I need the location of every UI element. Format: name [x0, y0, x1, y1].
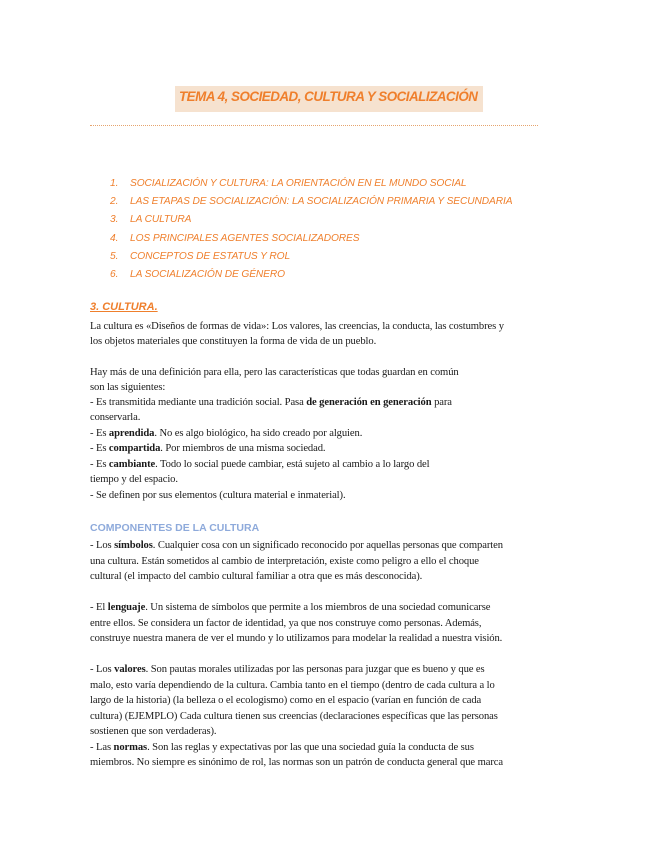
text-line	[90, 335, 376, 349]
bold-term: de generación en generación	[306, 397, 432, 408]
subheading-componentes: COMPONENTES DE LA CULTURA	[90, 522, 260, 534]
bold-term: aprendida	[108, 428, 155, 439]
text-run: sostienen que son verdaderas).	[90, 726, 217, 737]
text-line	[90, 320, 504, 334]
text-run: construye nuestra manera de ver el mundo y lo utilizamos para modelar la realidad a nuestra visión.	[90, 633, 503, 644]
text-line	[90, 741, 474, 755]
text-line	[90, 617, 481, 631]
text-run: Hay más de una definición para ella, pero las características que todas guardan en común	[90, 367, 459, 378]
text-run: - Los	[90, 540, 115, 551]
text-run: cultural (el impacto del cambio cultural familiar a otra que es más desconocida).	[90, 571, 423, 582]
text-run: . Todo lo social puede cambiar, está sujeto al cambio a lo largo del	[155, 459, 430, 470]
table-of-contents	[110, 175, 512, 284]
text-run: una cultura. Están sometidos al cambio de interpretación, existe como peligro a ello el choque	[90, 556, 479, 567]
text-line	[90, 539, 503, 553]
toc-item	[110, 175, 512, 193]
text-run: . Son las reglas y expectativas por las que una sociedad guía la conducta de sus	[147, 742, 474, 753]
text-run: - Es	[90, 428, 109, 439]
text-run: malo, esto varía dependiendo de la cultura. Cambia tanto en el tiempo (dentro de cada cultura a lo	[90, 680, 495, 691]
bold-term: lenguaje	[107, 602, 146, 613]
text-line	[90, 458, 429, 472]
text-line	[90, 756, 503, 770]
toc-item	[110, 211, 512, 229]
text-run: . Un sistema de símbolos que permite a los miembros de una sociedad comunicarse	[145, 602, 491, 613]
text-run: - Es transmitida mediante una tradición social. Pasa	[90, 397, 307, 408]
section-heading: 3. CULTURA.	[90, 301, 158, 313]
text-line	[90, 570, 422, 584]
bold-term: símbolos	[114, 540, 153, 551]
toc-item-label: SOCIALIZACIÓN Y CULTURA: LA ORIENTACIÓN EN EL MUNDO SOCIAL	[130, 178, 467, 189]
text-line	[90, 632, 502, 646]
toc-item-number: 5.	[110, 250, 119, 262]
text-run: largo de la historia) (la belleza o el ecologismo) como en el espacio (varían en función de cada	[90, 695, 482, 706]
toc-item	[110, 193, 512, 211]
toc-item	[110, 230, 512, 248]
text-run: entre ellos. Se considera un factor de identidad, ya que nos construye como personas. Además,	[90, 618, 482, 629]
text-run: . Son pautas morales utilizadas por las personas para juzgar que es bueno y que es	[145, 664, 485, 675]
text-run: . No es algo biológico, ha sido creado por alguien.	[154, 428, 363, 439]
text-line	[90, 411, 140, 425]
toc-item	[110, 266, 512, 284]
bold-term: normas	[113, 742, 148, 753]
text-run: miembros. No siempre es sinónimo de rol, las normas son un patrón de conducta general que marca	[90, 757, 503, 768]
text-line	[90, 366, 459, 380]
text-run: tiempo y del espacio.	[90, 474, 178, 485]
bold-term: compartida	[108, 443, 161, 454]
title-divider	[90, 125, 538, 126]
text-run: los objetos materiales que constituyen la forma de vida de un pueblo.	[90, 336, 377, 347]
text-line	[90, 396, 452, 410]
text-run: La cultura es «Diseños de formas de vida»: Los valores, las creencias, la conducta, las costumbres y	[90, 321, 504, 332]
text-run: . Cualquier cosa con un significado reconocido por aquellas personas que comparten	[152, 540, 503, 551]
toc-item-label: LAS ETAPAS DE SOCIALIZACIÓN: LA SOCIALIZACIÓN PRIMARIA Y SECUNDARIA	[130, 196, 513, 208]
toc-item-number: 1.	[110, 178, 119, 189]
text-line	[90, 694, 481, 708]
text-line	[90, 442, 325, 456]
text-line	[90, 710, 498, 724]
text-line	[90, 427, 362, 441]
toc-item-label: LA CULTURA	[130, 214, 192, 226]
text-run: - El	[90, 602, 108, 613]
text-line	[90, 489, 346, 503]
toc-item-number: 6.	[110, 268, 119, 280]
text-run: cultura) (EJEMPLO) Cada cultura tienen sus creencias (declaraciones específicas que las personas	[90, 711, 498, 722]
toc-item-number: 3.	[110, 214, 119, 226]
text-run: - Es	[90, 459, 109, 470]
text-line	[90, 601, 490, 615]
toc-item-label: LA SOCIALIZACIÓN DE GÉNERO	[130, 268, 285, 280]
bold-term: valores	[114, 664, 146, 675]
text-run: - Se definen por sus elementos (cultura material e inmaterial).	[90, 490, 346, 501]
toc-item-label: LOS PRINCIPALES AGENTES SOCIALIZADORES	[130, 232, 360, 244]
text-line	[90, 555, 479, 569]
toc-item-number: 2.	[110, 196, 119, 208]
toc-item-label: CONCEPTOS DE ESTATUS Y ROL	[130, 250, 291, 262]
text-run: . Por miembros de una misma sociedad.	[160, 443, 326, 454]
text-line	[90, 473, 178, 487]
text-run: - Es	[90, 443, 109, 454]
text-line	[90, 381, 165, 395]
text-line	[90, 663, 485, 677]
toc-item	[110, 248, 512, 266]
page-title: TEMA 4, SOCIEDAD, CULTURA Y SOCIALIZACIÓN	[179, 89, 478, 104]
text-run: - Las	[90, 742, 114, 753]
toc-item-number: 4.	[110, 232, 119, 244]
text-line	[90, 725, 216, 739]
text-run: son las siguientes:	[90, 382, 166, 393]
text-run: - Los	[90, 664, 115, 675]
bold-term: cambiante	[108, 459, 156, 470]
text-line	[90, 679, 495, 693]
text-run: para	[431, 397, 452, 408]
text-run: conservarla.	[90, 412, 141, 423]
